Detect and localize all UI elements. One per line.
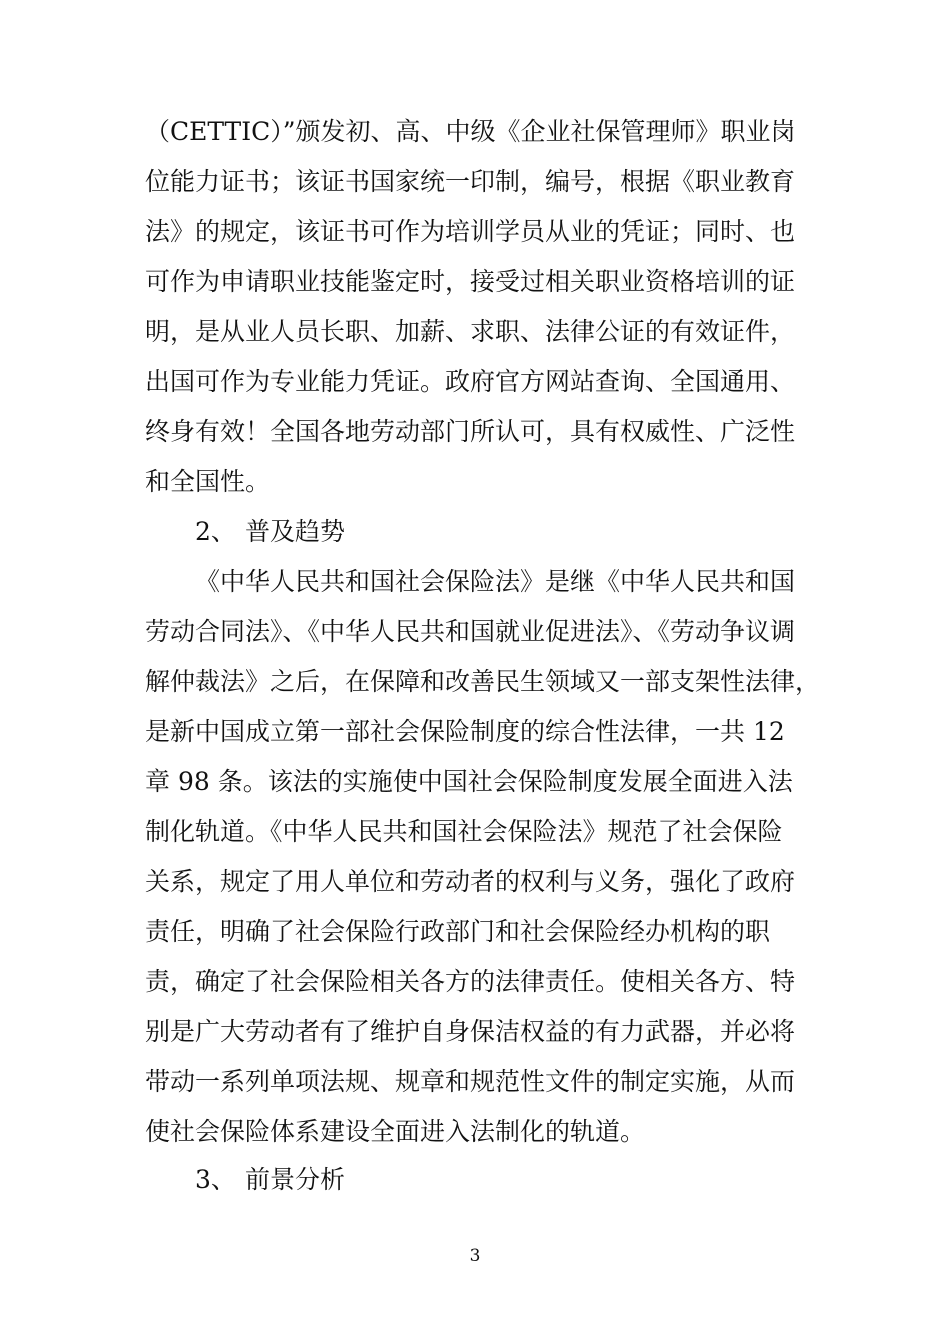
text-line: 可作为申请职业技能鉴定时，接受过相关职业资格培训的证 [145, 267, 796, 296]
text-line: 别是广大劳动者有了维护自身保洁权益的有力武器，并必将 [145, 1017, 796, 1046]
text-line: 解仲裁法》之后，在保障和改善民生领域又一部支架性法律， [145, 667, 821, 696]
text-line: 位能力证书；该证书国家统一印制，编号，根据《职业教育 [145, 167, 796, 196]
text-line: 终身有效！全国各地劳动部门所认可，具有权威性、广泛性 [145, 417, 796, 446]
text-line: 责，确定了社会保险相关各方的法律责任。使相关各方、特 [145, 967, 796, 996]
text-line: 法》的规定，该证书可作为培训学员从业的凭证；同时、也 [145, 217, 796, 246]
text-line: 是新中国成立第一部社会保险制度的综合性法律，一共 12 [145, 717, 785, 746]
text-line: 责任，明确了社会保险行政部门和社会保险经办机构的职 [145, 917, 771, 946]
text-line: 《中华人民共和国社会保险法》是继《中华人民共和国 [195, 567, 796, 596]
section-heading-outlook [195, 1165, 345, 1195]
text-line: 劳动合同法》、《中华人民共和国就业促进法》、《劳动争议调 [145, 617, 796, 646]
section-title: 普及趋势 [245, 517, 346, 546]
text-line: 和全国性。 [145, 467, 271, 496]
text-line: 关系，规定了用人单位和劳动者的权利与义务，强化了政府 [145, 867, 796, 896]
text-line: 使社会保险体系建设全面进入法制化的轨道。 [145, 1117, 646, 1146]
page-number: 3 [469, 1246, 481, 1266]
section-heading-trend [195, 517, 345, 547]
text-line: 章 98 条。该法的实施使中国社会保险制度发展全面进入法 [145, 767, 793, 796]
text-line: 明，是从业人员长职、加薪、求职、法律公证的有效证件， [145, 317, 796, 346]
text-line: 带动一系列单项法规、规章和规范性文件的制定实施，从而 [145, 1067, 796, 1096]
section-title: 前景分析 [245, 1165, 346, 1194]
section-number: 3、 [195, 1165, 236, 1194]
text-line: （CETTIC）”颁发初、高、中级《企业社保管理师》职业岗 [145, 117, 796, 146]
section-number: 2、 [195, 517, 236, 546]
text-line: 出国可作为专业能力凭证。政府官方网站查询、全国通用、 [145, 367, 796, 396]
text-line: 制化轨道。《中华人民共和国社会保险法》规范了社会保险 [145, 817, 783, 846]
